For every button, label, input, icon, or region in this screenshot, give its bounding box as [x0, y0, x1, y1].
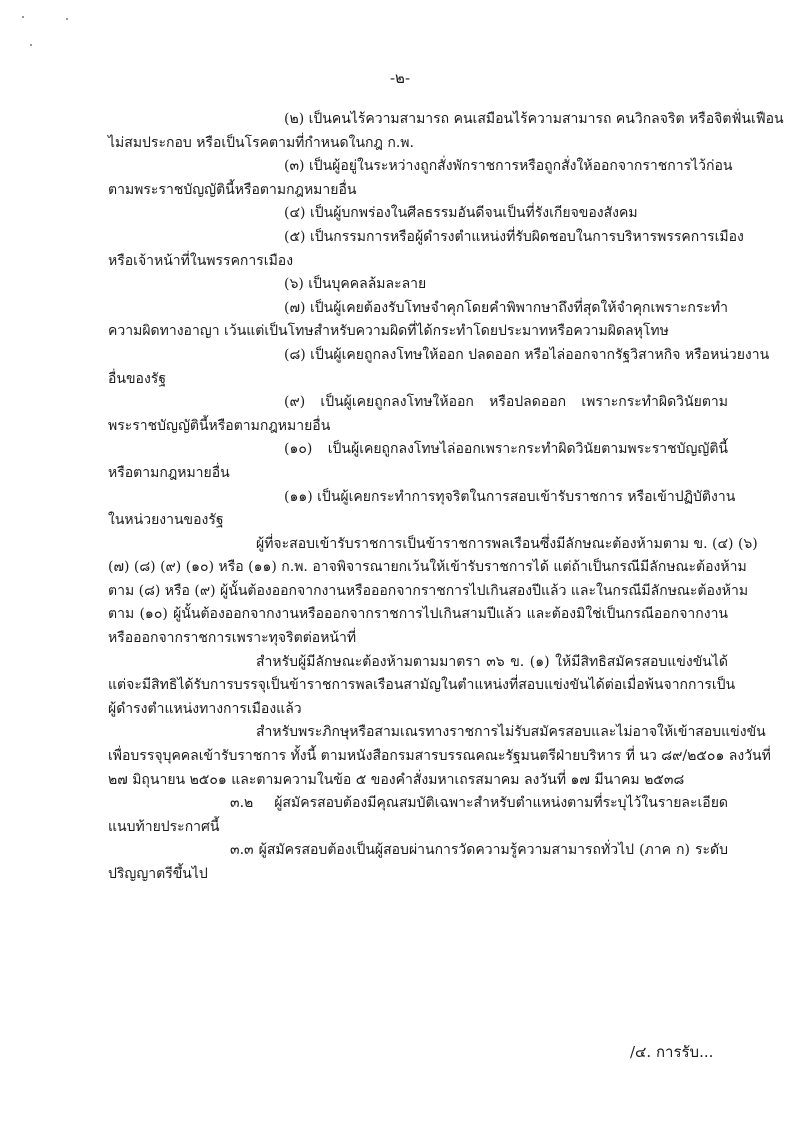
document-body: [108, 108, 784, 887]
text-line: (๖) เป็นบุคคลล้มละลาย: [284, 276, 427, 293]
text-line: ตาม (๘) หรือ (๙) ผู้นั้นต้องออกจากงานหรือออกจากราชการไปเกินสองปีแล้ว และในกรณีมีลักษณะต้องห้าม: [108, 582, 749, 599]
text-line: ๓.๓ ผู้สมัครสอบต้องเป็นผู้สอบผ่านการวัดความรู้ความสามารถทั่วไป (ภาค ก) ระดับ: [230, 842, 728, 859]
scan-speck: [22, 16, 24, 18]
text-line: หรือออกจากราชการเพราะทุจริตต่อหน้าที่: [108, 630, 357, 647]
text-line: (๗) เป็นผู้เคยต้องรับโทษจำคุกโดยคำพิพากษาถึงที่สุดให้จำคุกเพราะกระทำ: [284, 299, 728, 316]
text-line: อื่นของรัฐ: [108, 370, 167, 387]
text-line: เพื่อบรรจุบุคคลเข้ารับราชการ ทั้งนี้ ตามหนังสือกรมสารบรรณคณะรัฐมนตรีฝ่ายบริหาร ที่ นว ๘๙/๒๕๐๑ ลงวันที่: [108, 748, 771, 765]
text-line: ในหน่วยงานของรัฐ: [108, 512, 224, 529]
text-line: ความผิดทางอาญา เว้นแต่เป็นโทษสำหรับความผิดที่ได้กระทำโดยประมาทหรือความผิดลหุโทษ: [108, 323, 669, 340]
text-line: (๘) เป็นผู้เคยถูกลงโทษให้ออก ปลดออก หรือไล่ออกจากรัฐวิสาหกิจ หรือหน่วยงาน: [284, 346, 770, 363]
text-line: ตาม (๑๐) ผู้นั้นต้องออกจากงานหรือออกจากราชการไปเกินสามปีแล้ว และต้องมิใช่เป็นกรณีออกจากงาน: [108, 606, 728, 623]
text-line: (๕) เป็นกรรมการหรือผู้ดำรงตำแหน่งที่รับผิดชอบในการบริหารพรรคการเมือง: [284, 228, 744, 245]
text-line: ผู้ที่จะสอบเข้ารับราชการเป็นข้าราชการพลเรือนซึ่งมีลักษณะต้องห้ามตาม ข. (๔) (๖): [256, 535, 758, 552]
text-line: ผู้ดำรงตำแหน่งทางการเมืองแล้ว: [108, 700, 302, 717]
text-line: พระราชบัญญัตินี้หรือตามกฎหมายอื่น: [108, 417, 331, 434]
text-line: (๔) เป็นผู้บกพร่องในศีลธรรมอันดีจนเป็นที่รังเกียจของสังคม: [284, 205, 638, 222]
scan-speck: [66, 18, 68, 20]
scan-speck: [30, 44, 32, 46]
text-line: ๓.๒ ผู้สมัครสอบต้องมีคุณสมบัติเฉพาะสำหรับตำแหน่งตามที่ระบุไว้ในรายละเอียด: [230, 795, 728, 812]
text-line: (๓) เป็นผู้อยู่ในระหว่างถูกสั่งพักราชการหรือถูกสั่งให้ออกจากราชการไว้ก่อน: [284, 158, 733, 175]
text-line: แต่จะมีสิทธิได้รับการบรรจุเป็นข้าราชการพลเรือนสามัญในตำแหน่งที่สอบแข่งขันได้ต่อเมื่อพ้นจากการเป็น: [108, 677, 736, 694]
continuation-footer: /๔. การรับ...: [630, 1043, 714, 1061]
text-line: หรือเจ้าหน้าที่ในพรรคการเมือง: [108, 252, 294, 269]
text-line: (๒) เป็นคนไร้ความสามารถ คนเสมือนไร้ความสามารถ คนวิกลจริต หรือจิตฟั่นเฟือน: [284, 111, 784, 127]
text-line: ตามพระราชบัญญัตินี้หรือตามกฎหมายอื่น: [108, 181, 357, 198]
text-line: (๑๐) เป็นผู้เคยถูกลงโทษไล่ออกเพราะกระทำผิดวินัยตามพระราชบัญญัตินี้: [284, 441, 728, 458]
page-number: -๒-: [389, 69, 411, 87]
text-line: (๗) (๘) (๙) (๑๐) หรือ (๑๑) ก.พ. อาจพิจารณายกเว้นให้เข้ารับราชการได้ แต่ถ้าเป็นกรณีมีลักษณะต้องห้าม: [108, 559, 747, 576]
text-line: ปริญญาตรีขึ้นไป: [108, 866, 208, 882]
text-line: ๒๗ มิถุนายน ๒๕๐๑ และตามความในข้อ ๕ ของคำสั่งมหาเถรสมาคม ลงวันที่ ๑๗ มีนาคม ๒๕๓๘: [108, 771, 685, 788]
text-line: แนบท้ายประกาศนี้: [108, 818, 220, 835]
text-line: สำหรับพระภิกษุหรือสามเณรทางราชการไม่รับสมัครสอบและไม่อาจให้เข้าสอบแข่งขัน: [256, 724, 766, 741]
text-line: ไม่สมประกอบ หรือเป็นโรคตามที่กำหนดในกฎ ก.พ.: [108, 134, 414, 151]
text-line: สำหรับผู้มีลักษณะต้องห้ามตามมาตรา ๓๖ ข. (๑) ให้มีสิทธิสมัครสอบแข่งขันได้: [256, 653, 728, 670]
text-line: (๙) เป็นผู้เคยถูกลงโทษให้ออก หรือปลดออก เพราะกระทำผิดวินัยตาม: [284, 394, 728, 411]
text-line: (๑๑) เป็นผู้เคยกระทำการทุจริตในการสอบเข้ารับราชการ หรือเข้าปฏิบัติงาน: [284, 488, 736, 505]
text-line: หรือตามกฎหมายอื่น: [108, 464, 230, 481]
